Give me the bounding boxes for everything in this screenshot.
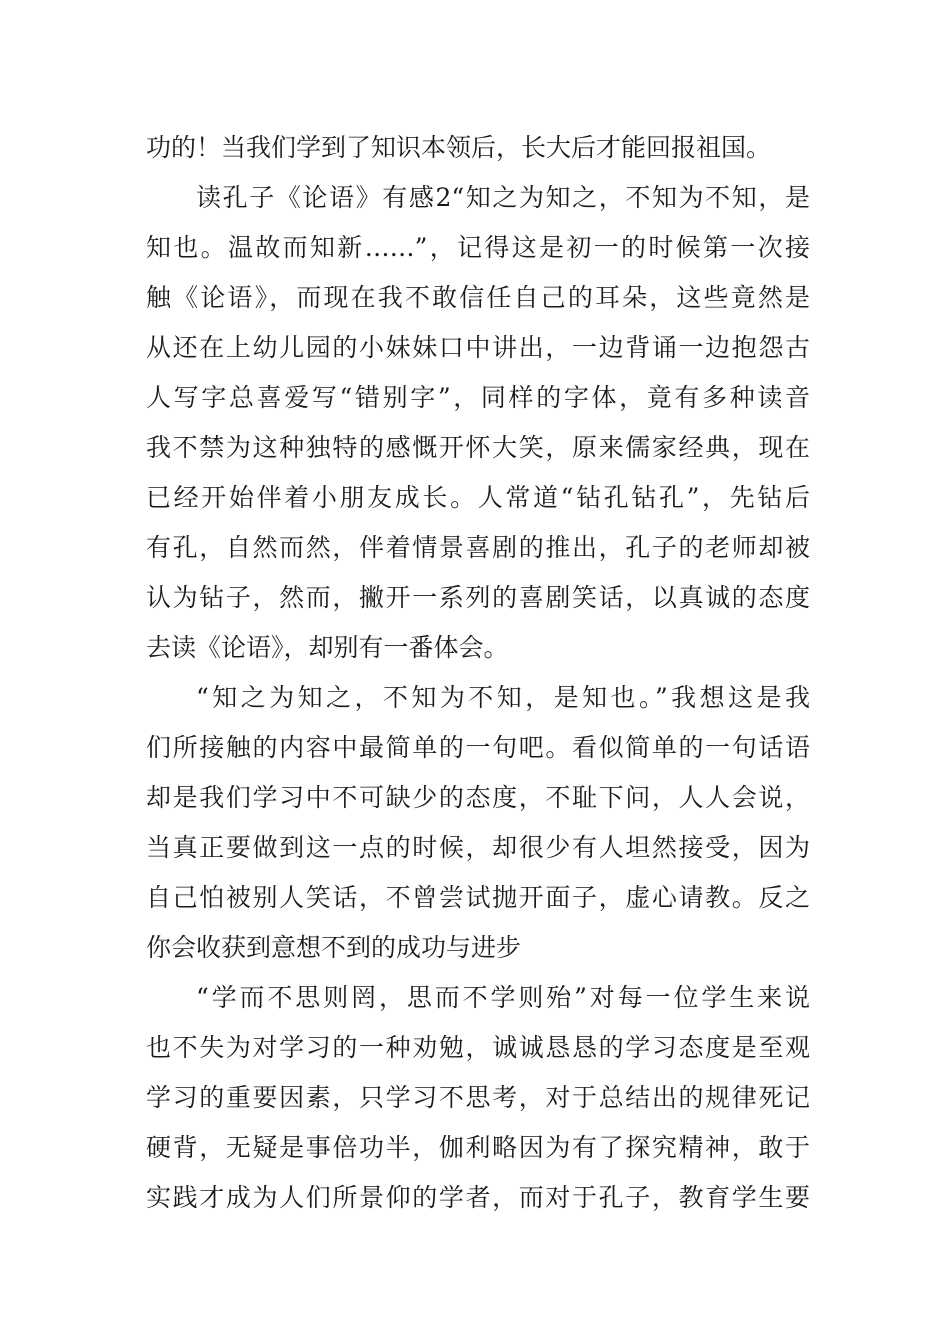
text-line: “知之为知之，不知为不知，是知也。”我想这是我 [196,683,810,712]
text-line: 从还在上幼儿园的小妹妹口中讲出，一边背诵一边抱怨古 [146,333,810,362]
text-line: 实践才成为人们所景仰的学者，而对于孔子，教育学生要 [146,1183,810,1212]
text-line: 已经开始伴着小朋友成长。人常道“钻孔钻孔”，先钻后 [146,483,810,512]
text-line: 们所接触的内容中最简单的一句吧。看似简单的一句话语 [146,733,810,762]
text-line: 功的！当我们学到了知识本领后，长大后才能回报祖国。 [146,133,772,162]
text-line: 触《论语》，而现在我不敢信任自己的耳朵，这些竟然是 [146,283,810,312]
text-line: 去读《论语》，却别有一番体会。 [146,633,509,662]
text-line: 你会收获到意想不到的成功与进步 [146,933,522,962]
text-line: 学习的重要因素，只学习不思考，对于总结出的规律死记 [146,1083,810,1112]
text-line: 当真正要做到这一点的时候，却很少有人坦然接受，因为 [146,833,810,862]
text-line: 却是我们学习中不可缺少的态度，不耻下问，人人会说， [146,783,810,812]
text-line: 人写字总喜爱写“错别字”，同样的字体，竟有多种读音 [146,383,810,412]
text-line: 自己怕被别人笑话，不曾尝试抛开面子，虚心请教。反之 [146,883,810,912]
text-line: 认为钻子，然而，撇开一系列的喜剧笑话，以真诚的态度 [146,583,810,612]
text-line: 知也。温故而知新……”，记得这是初一的时候第一次接 [146,233,810,262]
text-line: 有孔，自然而然，伴着情景喜剧的推出，孔子的老师却被 [146,533,810,562]
text-line: 也不失为对学习的一种劝勉，诚诚恳恳的学习态度是至观 [146,1033,810,1062]
text-line: “学而不思则罔，思而不学则殆”对每一位学生来说 [196,983,810,1012]
text-line: 我不禁为这种独特的感慨开怀大笑，原来儒家经典，现在 [146,433,810,462]
text-line: 读孔子《论语》有感2“知之为知之，不知为不知，是 [196,183,810,212]
text-line: 硬背，无疑是事倍功半，伽利略因为有了探究精神，敢于 [146,1133,810,1162]
